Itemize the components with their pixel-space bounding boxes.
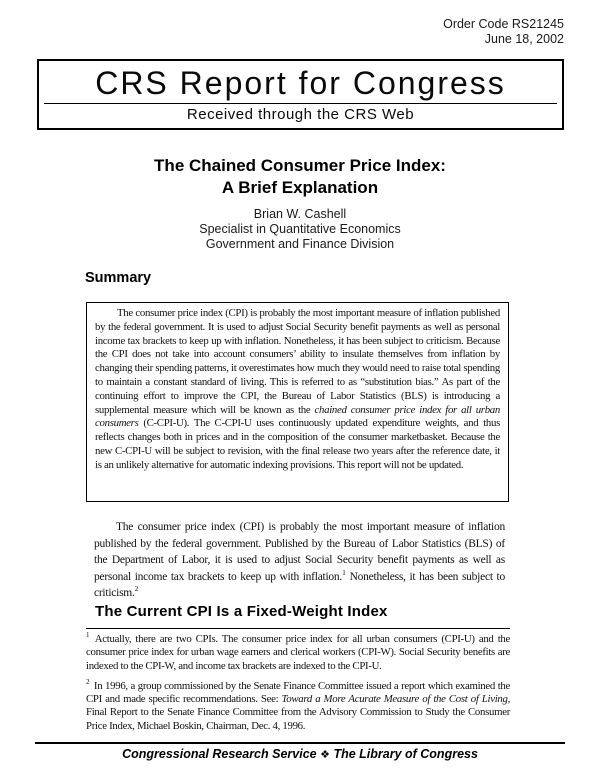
- footnote-ref-1: 1: [342, 567, 346, 577]
- section-heading: The Current CPI Is a Fixed-Weight Index: [95, 603, 388, 620]
- footnote-1-number: 1: [86, 631, 90, 640]
- body-paragraph-block: [94, 519, 505, 602]
- body-paragraph: [94, 519, 505, 602]
- footnote-1-text: Actually, there are two CPIs. The consumer price index for all urban consumers (CPI-U) and the consumer price index for urban wage earners and clerical workers (CPI-W). Social Security benefits are indexed to the CPI-W, and income tax brackets are indexed to the CPI-U.: [86, 633, 510, 672]
- author-division: Government and Finance Division: [205, 237, 395, 251]
- summary-text-italic: chained consumer price index for all urban consumers: [95, 403, 500, 430]
- footnote-2-number: 2: [86, 678, 90, 687]
- report-title-line1: The Chained Consumer Price Index:: [154, 156, 446, 175]
- footer: [0, 747, 600, 761]
- report-date: June 18, 2002: [484, 31, 564, 46]
- footnote-2: [86, 680, 510, 733]
- author-name: Brian W. Cashell: [253, 207, 347, 221]
- report-title: [0, 155, 600, 199]
- author-block: [0, 207, 600, 252]
- body-text-2: Nonetheless, it has been subject to criticism.: [94, 570, 505, 600]
- footnotes-block: [86, 633, 510, 740]
- footnote-ref-2: 2: [134, 584, 139, 594]
- footnote-2-text-1: In 1996, a group commissioned by the Senate Finance Committee issued a report which examined the CPI and made specific recommendations. See:: [86, 679, 510, 706]
- footnote-divider: [86, 628, 510, 629]
- report-title-line2: A Brief Explanation: [221, 178, 379, 197]
- crs-banner-box: [37, 59, 564, 130]
- diamond-icon: ❖: [320, 748, 330, 761]
- banner-title: CRS Report for Congress: [95, 65, 506, 101]
- author-role: Specialist in Quantitative Economics: [199, 222, 401, 236]
- summary-text-2: (C-CPI-U). The C-CPI-U uses continuously updated expenditure weights, and thus reflects changes both in prices and in the composition of the consumer marketbasket. Because the new C-CPI-U will be subject to revision, with the final release two years after the reference date, it is an unlikely alternative for automatic indexing provisions. This report will not be updated.: [95, 417, 500, 471]
- footnote-2-text-italic: Toward a More Acurate Measure of the Cost of Living,: [281, 693, 510, 706]
- footer-text-right: The Library of Congress: [333, 747, 478, 761]
- order-code: Order Code RS21245: [443, 17, 564, 31]
- body-text-1: The consumer price index (CPI) is probably the most important measure of inflation published by the federal government. Published by the Bureau of Labor Statistics (BLS) of the Department of Labor, it is used to adjust Social Security benefit payments as well as personal income tax brackets to keep up with inflation.: [94, 521, 505, 583]
- summary-text-1: The consumer price index (CPI) is probably the most important measure of inflation published by the federal government. It is used to adjust Social Security benefit payments as well as personal income tax brackets to keep up with inflation. Nonetheless, it has been subject to criticism. Because the CPI does not take into account consumers’ ability to insulate themselves from inflation by changing their spending patterns, it overestimates how much they would need to raise total spending to maintain a constant standard of living. This is referred to as “substitution bias.” As part of the continuing effort to improve the CPI, the Bureau of Labor Statistics (BLS) is introducing a supplemental measure which will be known as the: [95, 307, 500, 416]
- order-code-block: [443, 17, 564, 46]
- footnote-1: [86, 633, 510, 673]
- summary-box: [86, 302, 509, 502]
- footer-divider: [35, 742, 565, 744]
- summary-paragraph: [95, 307, 500, 473]
- banner-subtitle: Received through the CRS Web: [186, 106, 415, 123]
- summary-heading: Summary: [85, 270, 152, 286]
- footnote-2-text-2: Final Report to the Senate Finance Committee from the Advisory Commission to Study the Consumer Price Index, Michael Boskin, Chairman, Dec. 4, 1996.: [86, 706, 510, 732]
- footer-text-left: Congressional Research Service: [122, 747, 317, 761]
